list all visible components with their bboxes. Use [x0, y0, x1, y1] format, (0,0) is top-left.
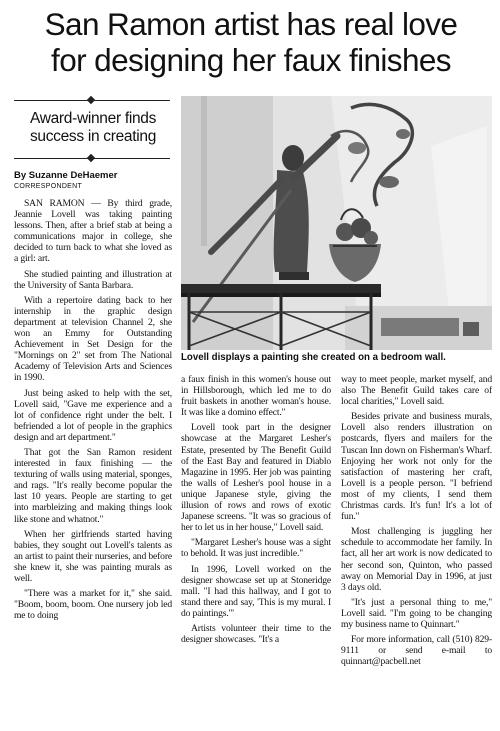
paragraph: "Margaret Lesher's house was a sight to behold. It was just incredible.": [181, 537, 331, 560]
article-column-3: [341, 374, 492, 726]
headline: [10, 6, 492, 78]
byline-role: CORRESPONDENT: [14, 183, 83, 190]
paragraph: Just being asked to help with the set, Lovell said, "Gave me experience and a lot of confidence right under the belt. I befriended a lot of people in the graphics design and art department.": [14, 387, 172, 443]
paragraph: "There was a market for it," she said. "Boom, boom, boom. One nursery job led me to doing: [14, 588, 172, 622]
paragraph: In 1996, Lovell worked on the designer showcase set up at Stoneridge mall. "I had this hallway, and I got to stand there and say, 'This is my mural. I do paintings.'": [181, 563, 331, 619]
paragraph: "It's just a personal thing to me," Lovell said. "I'm going to be changing my business name to Quinnart.": [341, 596, 492, 630]
deck-line-1: Award-winner finds: [29, 110, 157, 127]
paragraph: She studied painting and illustration at the University of Santa Barbara.: [14, 268, 172, 291]
byline-name: By Suzanne DeHaemer: [14, 170, 118, 181]
deck-line-2: success in creating: [29, 128, 157, 145]
photo-artist-on-scaffold: [181, 96, 492, 350]
article-column-2: [181, 374, 331, 726]
headline-line-2: for designing her faux finishes: [51, 42, 451, 78]
article-column-1: [14, 198, 172, 726]
photo: [181, 96, 492, 350]
paragraph: Lovell took part in the designer showcase at the Margaret Lesher's Estate, presented by The Benefit Guild of the East Bay and featured in Diablo Magazine in 1995. Her job was painting the walls of Lesher's pool house in a unique Japanese style, giving the illusion of rows and rows of exotic Japanese screens. "It was so gracious of her to let us in her house," Lovell said.: [181, 422, 331, 534]
paragraph: With a repertoire dating back to her internship in the graphic design department at television Channel 2, she won an Emmy for Outstanding Achievement in Set Design for the "Mornings on 2" set from The National Academy of Television Arts and Sciences in 1990.: [14, 294, 172, 384]
paragraph: Most challenging is juggling her schedule to accommodate her family. In fact, all her art work is now dedicated to her second son, Quinton, who passed away on Memorial Day in 1996, at just 3 days old.: [341, 526, 492, 593]
paragraph: For more information, call (510) 829-9111 or send e-mail to quinnart@pacbell.net: [341, 634, 492, 668]
paragraph: way to meet people, market myself, and also The Benefit Guild takes care of local charities," Lovell said.: [341, 374, 492, 408]
deck-rule-bottom: [14, 158, 170, 159]
paragraph: That got the San Ramon resident interested in faux finishing — the texturing of walls using material, sponges, and rags. "It's really become popular the last 10 years. People are starting to get into marbleizing and making things look like stone and whatnot.": [14, 446, 172, 525]
paragraph: Besides private and business murals, Lovell also renders illustration on postcards, flyers and mailers for the Tuscan Inn down on Fisherman's Wharf. Enjoying her work not only for the satisfaction of mastering her craft, Lovell is a people person. "I befriend most of my clients, I send them Christmas cards. It's fun! It's a lot of fun.": [341, 411, 492, 523]
paragraph: SAN RAMON — By third grade, Jeannie Lovell was taking painting lessons. Then, after a brief stab at being a communications major in college, she decided to turn back to what she loved as a girl: art.: [14, 198, 172, 265]
deck-rule-top: [14, 100, 170, 101]
headline-line-1: San Ramon artist has real love: [44, 6, 458, 42]
byline: [14, 170, 174, 191]
paragraph: Artists volunteer their time to the designer showcases. "It's a: [181, 622, 331, 646]
paragraph: When her girlfriends started having babies, they sought out Lovell's talents as an artist to paint their nurseries, and before she knew it, she was painting murals as well.: [14, 528, 172, 584]
deck: [14, 110, 172, 146]
photo-caption: Lovell displays a painting she created on a bedroom wall.: [181, 352, 446, 363]
paragraph: a faux finish in this women's house out in Hillsborough, which led me to do fruit baskets in another woman's house. It was like a domino effect.": [181, 374, 331, 419]
